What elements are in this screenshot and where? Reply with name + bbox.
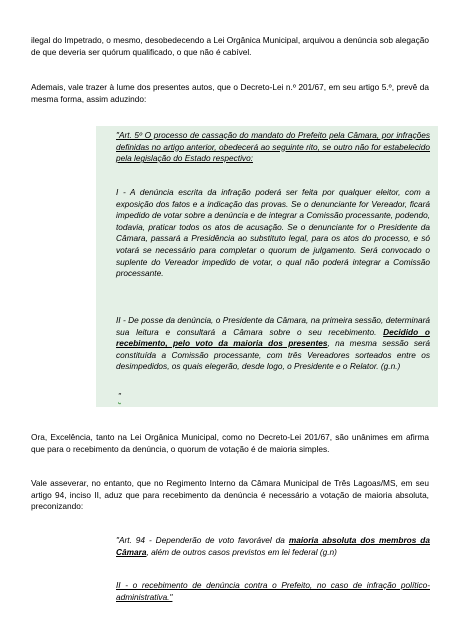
- quote-article-5-head: "Art. 5º O processo de cassação do mandato do Prefeito pela Câmara, por infrações definidas no artigo anterior, obedecerá ao seguinte rito, se outro não for estabelecido pela legislação do Estado respectivo:: [116, 130, 430, 164]
- article-94-emphasis: maioria absoluta dos membros da Câmara: [116, 535, 430, 557]
- quote-article-5-item-1: I - A denúncia escrita da infração poderá ser feita por qualquer eleitor, com a exposição dos fatos e a indicação das provas. Se o denunciante for Vereador, ficará impedido de votar sobre a denúncia e de integrar a Comissão processante, podendo, todavia, praticar todos os atos de acusação. Se o denunciante for o Presidente da Câmara, passará a Presidência ao substituto legal, para os atos do processo, e só votará se necessário para completar o quorum de julgamento. Será convocado o suplente do Vereador impedido de votar, o qual não poderá integrar a Comissão processante.: [116, 187, 430, 279]
- paragraph-conclusion: Ora, Excelência, tanto na Lei Orgânica Municipal, como no Decreto-Lei 201/67, são unânimes em afirma que para o recebimento da denúncia, o quorum de votação é de maioria simples.: [31, 432, 429, 454]
- quote-article-94: [116, 535, 430, 558]
- article-94-intro: "Art. 94 - Dependerão de voto favorável da: [116, 535, 289, 545]
- item-2-rest: , na mesma sessão será constituída a Comissão processante, com três Vereadores sorteados entre os desimpedidos, os quais elegerão, desde logo, o Presidente e o Relator. (g.n.): [116, 338, 431, 372]
- item-2-intro: II - De posse da denúncia, o Presidente da Câmara, na primeira sessão, determinará sua leitura e consultará a Câmara sobre o seu recebimento.: [116, 315, 430, 337]
- quote-close-mark: ": [118, 392, 121, 401]
- paragraph-decree-intro: Ademais, vale trazer à lume dos presentes autos, que o Decreto-Lei n.º 201/67, em seu artigo 5.º, prevê da mesma forma, assim aduzindo:: [31, 82, 429, 104]
- quote-article-5-item-2: [116, 315, 430, 373]
- article-94-rest: , além de outros casos previstos em lei federal (g.n): [146, 546, 337, 557]
- item-2-emphasis: Decidido o recebimento, pelo voto da maioria dos presentes: [116, 326, 430, 349]
- paragraph-intro: ilegal do Impetrado, o mesmo, desobedecendo a Lei Orgânica Municipal, arquivou a denúncia sob alegação de que deveria ser quórum qualificado, o que não é cabível.: [31, 35, 429, 57]
- quote-article-94-item-2: II - o recebimento de denúncia contra o Prefeito, no caso de infração político-administrativa.": [116, 580, 430, 602]
- paragraph-regiment-intro: Vale asseverar, no entanto, que no Regimento Interno da Câmara Municipal de Três Lagoas/MS, em seu artigo 94, inciso II, aduz que para recebimento da denúncia é necessário a votação de maioria absoluta, preconizando:: [31, 478, 429, 512]
